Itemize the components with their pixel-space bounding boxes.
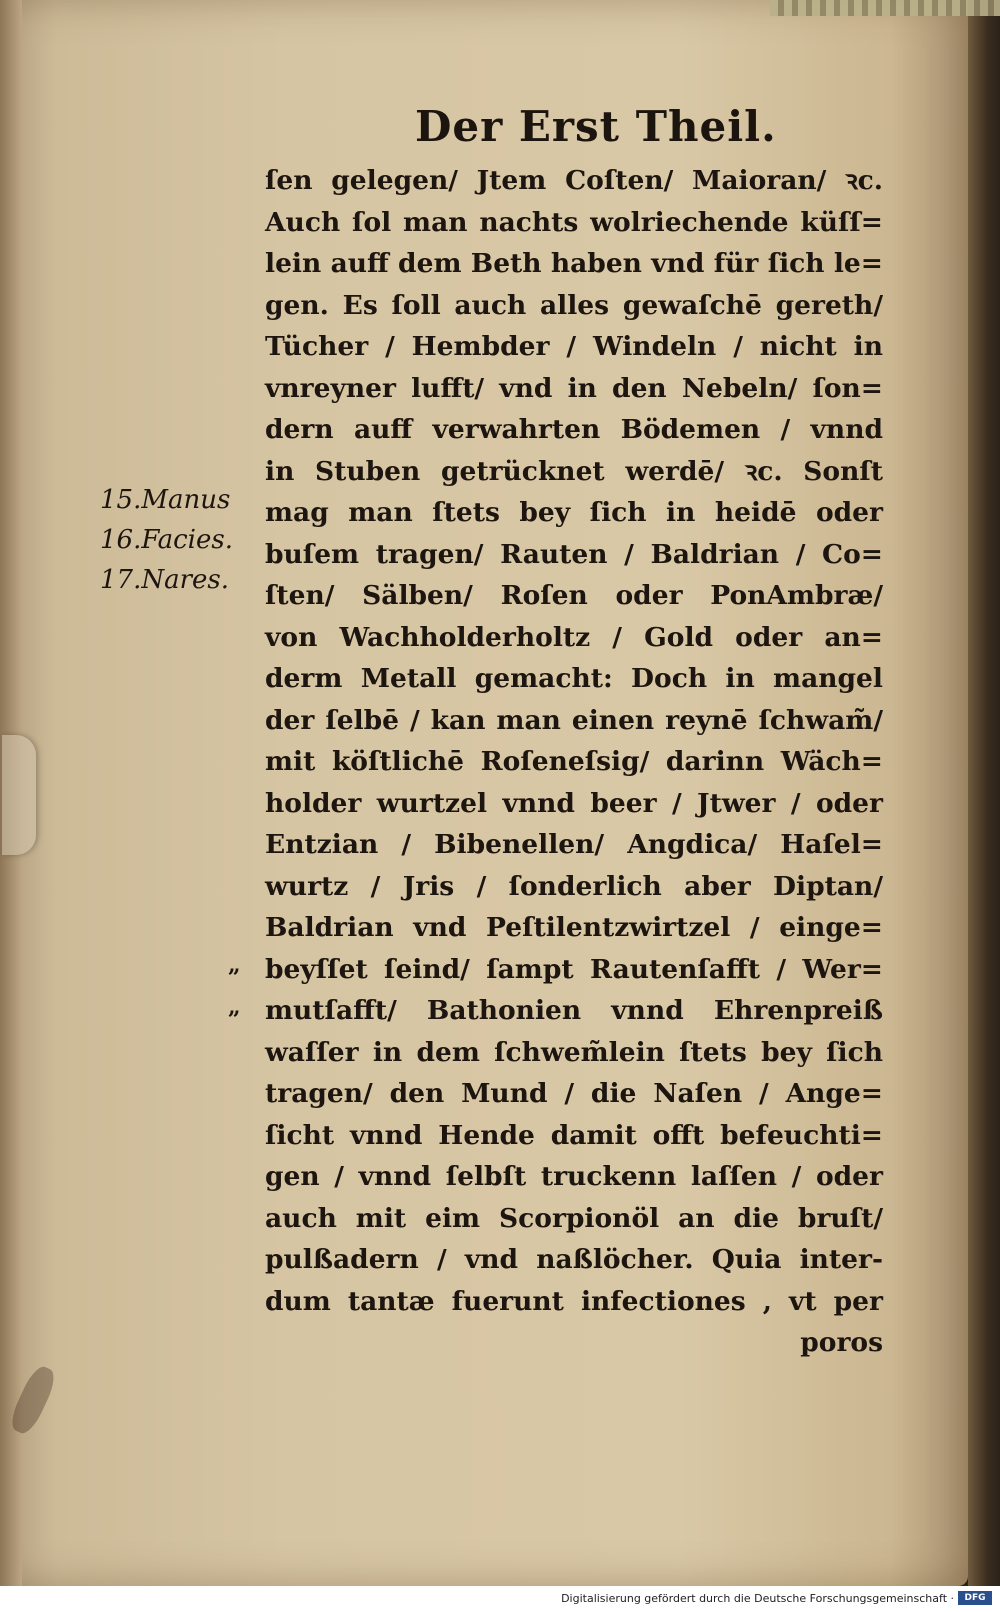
text-line: Entzian / Bibenellen/ Angdica/ Haſel= (265, 829, 883, 860)
page-edge (968, 0, 1000, 1586)
text-line: ſten/ Sälben/ Roſen oder PonAmbræ/ (265, 580, 883, 611)
text-line: in Stuben getrücknet werdē/ ꝛc. Sonſt (265, 455, 883, 487)
margin-note: 17.Nares. (100, 565, 230, 595)
page-clasp (2, 735, 36, 855)
text-line: mutſafft/ Bathonien vnnd Ehrenpreiß (265, 995, 883, 1026)
dfg-logo: DFG (958, 1591, 992, 1605)
catchword: poros (800, 1327, 883, 1358)
text-line: pulßadern / vnd naßlöcher. Quia inter- (265, 1244, 883, 1275)
page-title: Der Erst Theil. (415, 102, 777, 151)
margin-notes (100, 480, 265, 600)
text-line: holder wurtzel vnnd beer / Jtwer / oder (265, 787, 883, 819)
margin-note: 16.Facies. (100, 525, 233, 555)
text-line: Baldrian vnd Peſtilentzwirtzel / einge= (265, 912, 883, 943)
text-line: mit köſtlichē Roſeneſsig/ darinn Wäch= (265, 746, 883, 777)
text-line: lein auff dem Beth haben vnd für ſich le= (265, 248, 883, 279)
text-line: auch mit eim Scorpionöl an die bruſt/ (265, 1202, 883, 1234)
margin-note: 15.Manus (100, 485, 231, 515)
quotation-mark: „ (228, 952, 241, 978)
funding-credit: Digitalisierung gefördert durch die Deutsche Forschungsgemeinschaft · (561, 1592, 954, 1605)
text-line: gen / vnnd ſelbſt truckenn laſſen / oder (265, 1161, 883, 1192)
text-line: mag man ſtets bey ſich in heidē oder (265, 497, 883, 528)
text-line: derm Metall gemacht: Doch in mangel (265, 663, 883, 694)
text-line: dum tantæ fuerunt infectiones , vt per (265, 1285, 883, 1317)
text-line: Tücher / Hembder / Windeln / nicht in (265, 331, 883, 362)
text-line: waſſer in dem ſchwem̃lein ſtets bey ſich (265, 1036, 883, 1068)
text-line: ſen gelegen/ Jtem Coſten/ Maioran/ ꝛc. (265, 165, 883, 196)
text-line: beyſſet ſeind/ ſampt Rautenſafft / Wer= (265, 953, 883, 985)
text-line: ſicht vnnd Hende damit offt befeuchti= (265, 1119, 883, 1151)
text-line: von Wachholderholtz / Gold oder an= (265, 621, 883, 653)
text-line: Auch ſol man nachts wolriechende küſſ= (265, 206, 883, 238)
binding-edge (770, 0, 1000, 16)
text-line: wurtz / Jris / ſonderlich aber Diptan/ (265, 870, 883, 902)
text-line: tragen/ den Mund / die Naſen / Ange= (265, 1078, 883, 1109)
quotation-mark: „ (228, 994, 241, 1020)
text-line: vnreyner lufft/ vnd in den Nebeln/ ſon= (265, 372, 883, 404)
text-line: dern auff verwahrten Bödemen / vnnd (265, 414, 883, 445)
text-line: buſem tragen/ Rauten / Baldrian / Co= (265, 538, 883, 570)
body-text (265, 160, 883, 1364)
text-line: gen. Es ſoll auch alles gewaſchē gereth/ (265, 289, 883, 321)
text-line: der ſelbē / kan man einen reynē ſchwam̃/ (265, 704, 883, 736)
